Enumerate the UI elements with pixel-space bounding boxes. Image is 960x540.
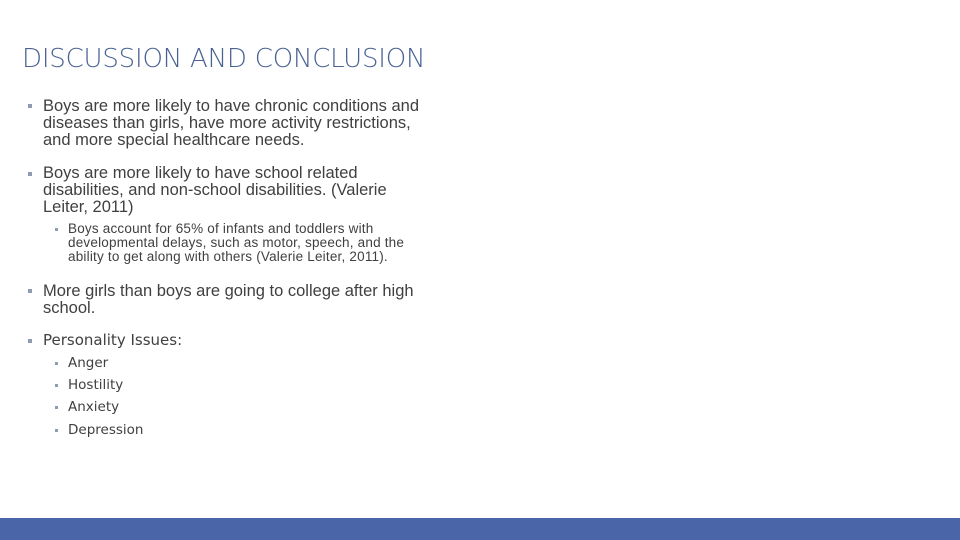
- bullet-marker: [28, 172, 32, 176]
- bullet-3-line-1: More girls than boys are going to college after high: [43, 282, 414, 300]
- footer-bar: [0, 518, 960, 540]
- slide-title: DISCUSSION AND CONCLUSION: [22, 44, 426, 74]
- bullet-3-line-2: school.: [43, 299, 96, 317]
- bullet-1-line-3: and more special healthcare needs.: [43, 131, 305, 149]
- bullet-marker: [28, 289, 32, 293]
- sub-item-anger: Anger: [68, 355, 109, 371]
- bullet-marker: [28, 104, 32, 108]
- sub-bullet-marker: [55, 406, 58, 409]
- sub-bullet-marker: [55, 228, 58, 231]
- sub-item-hostility: Hostility: [68, 377, 124, 393]
- bullet-2-line-3: Leiter, 2011): [43, 198, 134, 216]
- sub-bullet-marker: [55, 362, 58, 365]
- bullet-marker: [28, 339, 32, 343]
- sub-bullet-line-2: developmental delays, such as motor, speech, and the: [68, 235, 405, 250]
- sub-bullet-marker: [55, 429, 58, 432]
- sub-bullet-marker: [55, 384, 58, 387]
- bullet-1-line-1: Boys are more likely to have chronic conditions and: [43, 97, 420, 115]
- sub-item-depression: Depression: [68, 422, 144, 438]
- bullet-2-line-1: Boys are more likely to have school related: [43, 164, 358, 182]
- sub-bullet-line-1: Boys account for 65% of infants and toddlers with: [68, 221, 374, 236]
- bullet-2-line-2: disabilities, and non-school disabilities. (Valerie: [43, 181, 387, 199]
- bullet-4-line-1: Personality Issues:: [43, 331, 183, 349]
- bullet-1-line-2: diseases than girls, have more activity restrictions,: [43, 114, 411, 132]
- sub-item-anxiety: Anxiety: [68, 399, 120, 415]
- sub-bullet-line-3: ability to get along with others (Valerie Leiter, 2011).: [68, 249, 388, 264]
